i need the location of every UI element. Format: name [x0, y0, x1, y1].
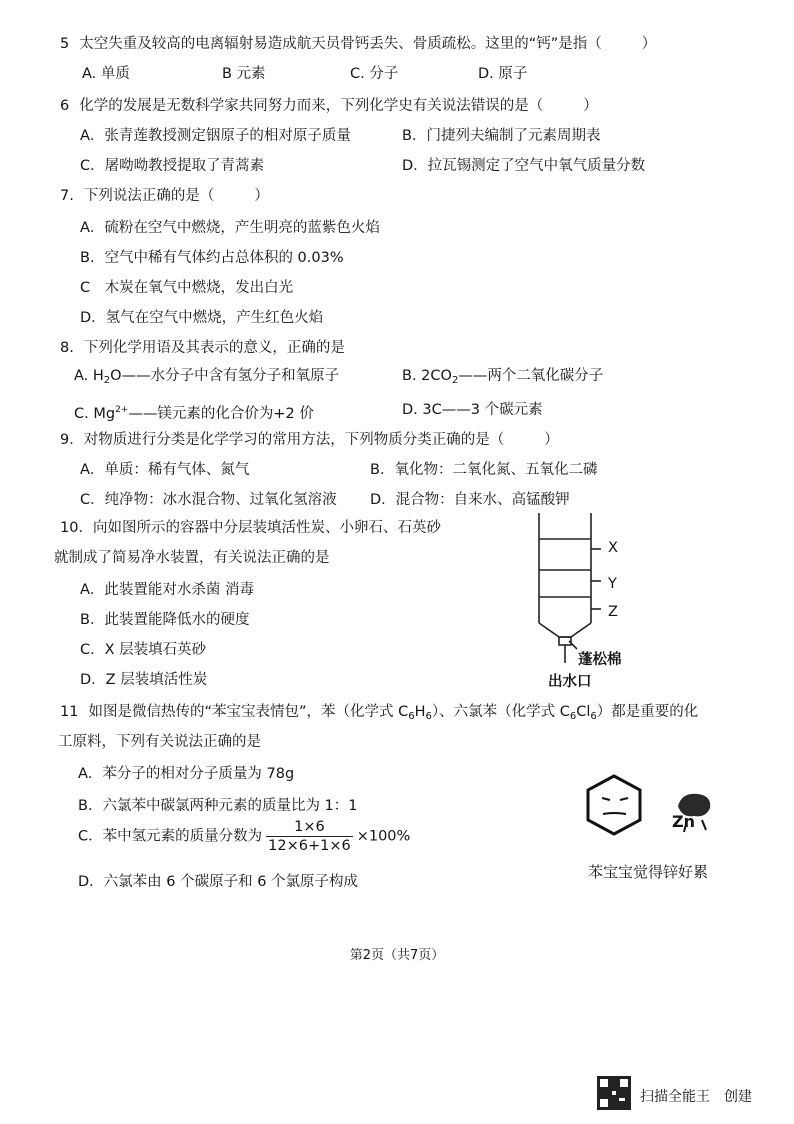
q5-option-a: A. 单质 — [82, 66, 130, 82]
cotton-label: 蓬松棉 — [578, 652, 622, 668]
q10-option-c: C．X 层装填石英砂 — [80, 642, 207, 658]
hydrogen-fraction: $\frac{1\times 6}{12\times 6+1\times 6}$ — [268, 819, 351, 854]
q8-option-c: C. $Mg^{2+}——$镁元素的化合价为+2 价 — [74, 405, 314, 422]
q9-option-d: D．混合物：自来水、高锰酸钾 — [370, 492, 570, 508]
q9-option-b: B．氧化物：二氧化氮、五氧化二磷 — [370, 462, 598, 478]
q5-option-c: C. 分子 — [350, 66, 399, 82]
q7-option-b: B．空气中稀有气体约占总体积的 0.03% — [80, 250, 344, 266]
filter-layer-x-label: X — [608, 540, 618, 556]
q5-stem: 5 太空失重及较高的电离辐射易造成航天员骨钙丢失、骨质疏松。这里的“钙”是指（ ） — [60, 36, 657, 52]
q10-option-b: B．此装置能降低水的硬度 — [80, 612, 250, 628]
q7-option-d: D．氢气在空气中燃烧，产生红色火焰 — [80, 310, 324, 326]
scanner-watermark: 扫描全能王 创建 — [640, 1089, 752, 1105]
q9-option-a: A．单质：稀有气体、氮气 — [80, 462, 250, 478]
q6-option-c: C．屠呦呦教授提取了青蒿素 — [80, 158, 265, 174]
q10-option-a: A．此装置能对水杀菌 消毒 — [80, 582, 255, 598]
q8-option-b: B. $2CO_2——$两个二氧化碳分子 — [402, 368, 604, 386]
q8-option-a: A. $H_2O——$水分子中含有氢分子和氧原子 — [74, 368, 340, 386]
q7-option-c: C 木炭在氧气中燃烧，发出白光 — [80, 280, 294, 296]
benzene-meme-image — [582, 772, 732, 842]
q9-option-c: C．纯净物：冰水混合物、过氧化氢溶液 — [80, 492, 337, 508]
q6-option-a: A．张青莲教授测定铟原子的相对原子质量 — [80, 128, 351, 144]
q11-option-c: C．苯中氢元素的质量分数为 $\frac{1\times 6}{12\times 6+1\times 6}$ ×100% — [78, 819, 411, 854]
q11-stem-line1: 11 如图是微信热传的“苯宝宝表情包”，苯（化学式 $C_6H_6$）、六氯苯（化学式 $C_6Cl_6$）都是重要的化 — [60, 704, 699, 722]
qr-code-icon — [597, 1076, 631, 1110]
q8-option-d: D. 3C——3 个碳元素 — [402, 402, 543, 418]
q8-stem: 8. 下列化学用语及其表示的意义，正确的是 — [60, 340, 345, 356]
page-footer: 第2页（共7页） — [349, 948, 445, 963]
q7-stem: 7. 下列说法正确的是（ ） — [60, 188, 269, 204]
q11-option-a: A．苯分子的相对分子质量为 78g — [78, 766, 295, 782]
q6-stem: 6 化学的发展是无数科学家共同努力而来，下列化学史有关说法错误的是（ ） — [60, 98, 598, 114]
q6-option-b: B．门捷列夫编制了元素周期表 — [402, 128, 601, 144]
q5-option-b: B 元素 — [222, 66, 266, 82]
q6-option-d: D．拉瓦锡测定了空气中氧气质量分数 — [402, 158, 646, 174]
q9-stem: 9．对物质进行分类是化学学习的常用方法，下列物质分类正确的是（ ） — [60, 432, 559, 448]
outlet-label: 出水口 — [548, 674, 592, 690]
meme-caption: 苯宝宝觉得锌好累 — [588, 863, 709, 881]
filter-layer-z-label: Z — [608, 604, 618, 620]
q5-option-d: D. 原子 — [478, 66, 528, 82]
q10-stem-line1: 10．向如图所示的容器中分层装填活性炭、小卵石、石英砂 — [60, 520, 441, 536]
zn-label: Zn — [672, 812, 695, 831]
q11-option-b: B．六氯苯中碳氯两种元素的质量比为 1：1 — [78, 798, 358, 814]
q7-option-a: A．硫粉在空气中燃烧，产生明亮的蓝紫色火焰 — [80, 220, 380, 236]
q10-option-d: D．Z 层装填活性炭 — [80, 672, 208, 688]
filter-layer-y-label: Y — [608, 576, 617, 592]
q10-stem-line2: 就制成了简易净水装置，有关说法正确的是 — [54, 550, 330, 566]
q11-stem-line2: 工原料，下列有关说法正确的是 — [58, 734, 261, 750]
q11-option-d: D．六氯苯由 6 个碳原子和 6 个氯原子构成 — [78, 874, 359, 890]
